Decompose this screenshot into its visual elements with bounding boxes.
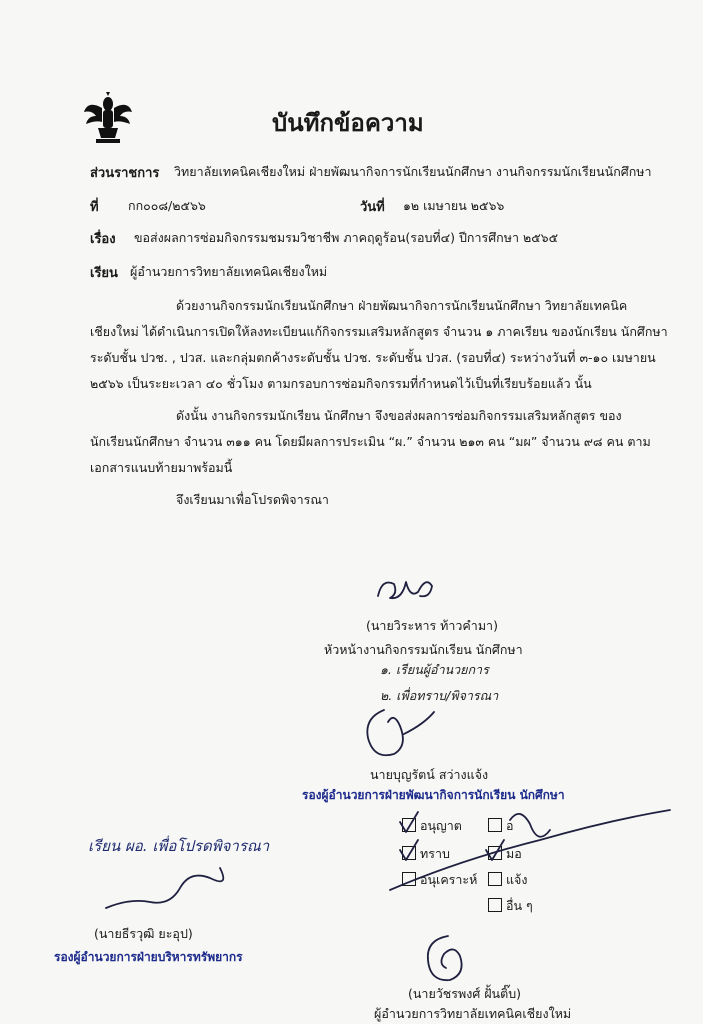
ref-label: ที่: [90, 200, 99, 215]
garuda-emblem: [82, 92, 134, 148]
checkbox-right-1-label: อ: [506, 818, 514, 833]
sig3-name: (นายธีรวุฒิ ยะอุป): [94, 926, 193, 941]
body-p1-line: เชียงใหม่ ได้ดำเนินการเปิดให้ลงทะเบียนแก้กิจกรรมเสริมหลักสูตร จำนวน ๑ ภาคเรียน ของนักเรียน นักศึกษา: [90, 324, 668, 339]
signature-1: [372, 572, 442, 606]
to-value: ผู้อำนวยการวิทยาลัยเทคนิคเชียงใหม่: [130, 264, 328, 279]
checkbox-right-2-label: มอ: [506, 846, 522, 861]
checkbox-acknowledge-label: ทราบ: [420, 846, 450, 861]
sig2-position: รองผู้อำนวยการฝ่ายพัฒนากิจการนักเรียน นักศึกษา: [302, 788, 565, 802]
checkbox-support-label: อนุเคราะห์: [420, 872, 478, 887]
signature-3: [100, 858, 240, 918]
sig2-name: นายบุญรัตน์ สว่างแจ้ง: [370, 767, 489, 782]
left-handwritten-note: เรียน ผอ. เพื่อโปรดพิจารณา: [88, 837, 270, 855]
sig4-name: (นายวัชรพงศ์ ฝั้นติ๊บ): [408, 986, 522, 1001]
body-p2-line: นักเรียนนักศึกษา จำนวน ๓๑๑ คน โดยมีผลการประเมิน “ผ.” จำนวน ๒๑๓ คน “มผ” จำนวน ๙๘ คน ตาม: [90, 434, 651, 449]
signature-stroke: [380, 800, 680, 910]
sig1-position: หัวหน้างานกิจกรรมนักเรียน นักศึกษา: [324, 642, 523, 657]
ref-value: กก๐๐๘/๒๕๖๖: [128, 198, 206, 213]
subject-label: เรื่อง: [90, 232, 116, 247]
sig3-position: รองผู้อำนวยการฝ่ายบริหารทรัพยากร: [54, 950, 243, 964]
body-p1-line: ๒๕๖๖ เป็นระยะเวลา ๔๐ ชั่วโมง ตามกรอบการซ่อมกิจกรรมที่กำหนดไว้เป็นที่เรียบร้อยแล้ว นั้น: [90, 376, 592, 391]
checkbox-right-3-label: แจ้ง: [506, 872, 528, 887]
body-p1-line: ด้วยงานกิจกรรมนักเรียนนักศึกษา ฝ่ายพัฒนากิจการนักเรียนนักศึกษา วิทยาลัยเทคนิค: [176, 298, 628, 313]
agency-label: ส่วนราชการ: [90, 166, 160, 181]
to-label: เรียน: [90, 266, 118, 281]
checkbox-permit-label: อนุญาต: [420, 818, 462, 833]
sig1-name: (นายวิระหาร ท้าวคำมา): [366, 618, 498, 633]
signature-4: [416, 930, 476, 990]
checkbox-right-4-label: อื่น ๆ: [506, 898, 533, 913]
signature-2: [344, 704, 440, 764]
body-p2-line: เอกสารแนบท้ายมาพร้อมนี้: [90, 460, 233, 475]
date-label: วันที่: [360, 200, 385, 215]
body-p2-line: ดังนั้น งานกิจกรรมนักเรียน นักศึกษา จึงขอส่งผลการซ่อมกิจกรรมเสริมหลักสูตร ของ: [176, 408, 622, 423]
handwritten-note-2: ๒. เพื่อทราบ/พิจารณา: [380, 688, 499, 703]
closing-line: จึงเรียนมาเพื่อโปรดพิจารณา: [176, 492, 329, 507]
handwritten-note-1: ๑. เรียนผู้อำนวยการ: [380, 662, 489, 677]
agency-value: วิทยาลัยเทคนิคเชียงใหม่ ฝ่ายพัฒนากิจการนักเรียนนักศึกษา งานกิจกรรมนักเรียนนักศึกษา: [174, 164, 652, 179]
body-p1-line: ระดับชั้น ปวช. , ปวส. และกลุ่มตกค้างระดับชั้น ปวช. ระดับชั้น ปวส. (รอบที่๔) ระหว่างวันที่ ๓-๑๐ เมษายน: [90, 350, 656, 365]
sig4-position: ผู้อำนวยการวิทยาลัยเทคนิคเชียงใหม่: [374, 1006, 572, 1021]
subject-value: ขอส่งผลการซ่อมกิจกรรมชมรมวิชาชีพ ภาคฤดูร้อน(รอบที่๔) ปีการศึกษา ๒๕๖๕: [134, 230, 559, 245]
date-value: ๑๒ เมษายน ๒๕๖๖: [403, 198, 505, 213]
memo-title: บันทึกข้อความ: [272, 109, 424, 137]
